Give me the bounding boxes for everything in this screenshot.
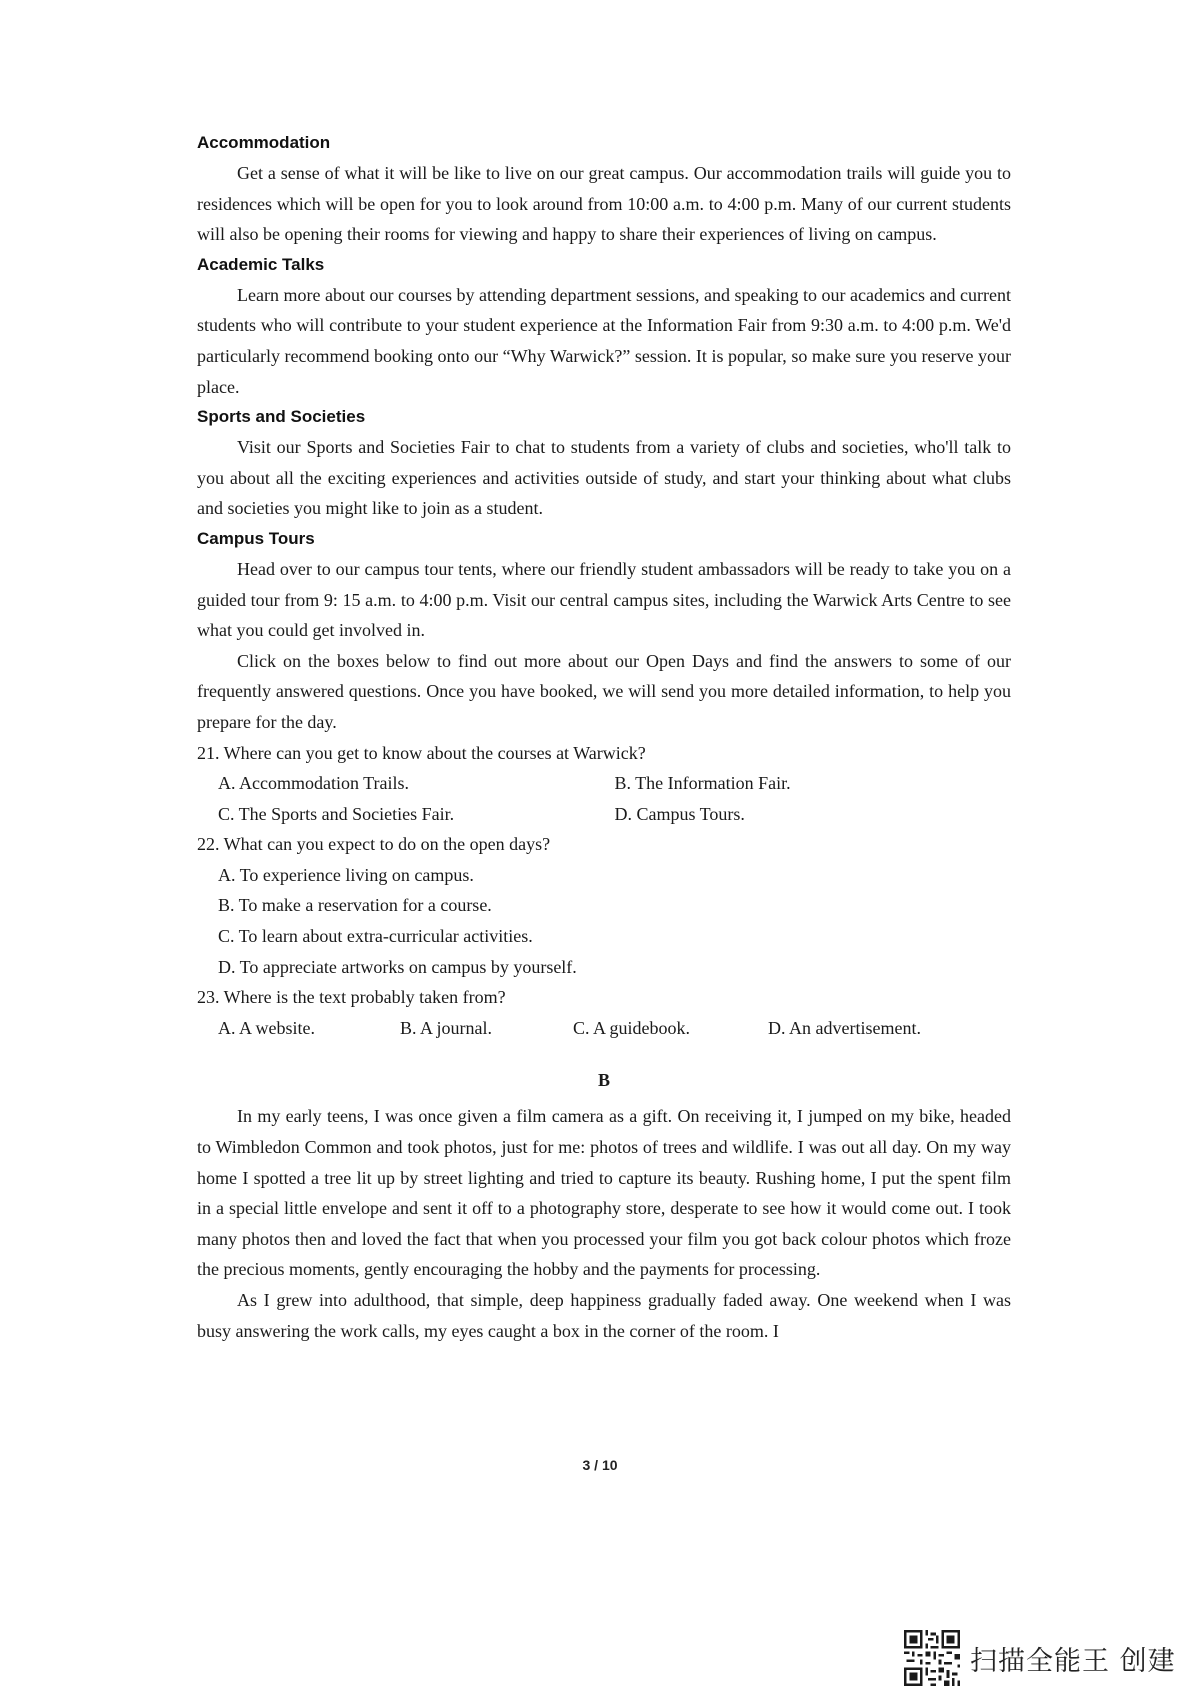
part-b-heading: B	[597, 1070, 610, 1091]
option-c: C. The Sports and Societies Fair.	[218, 803, 455, 824]
question-options	[197, 1013, 1011, 1044]
section-academic-talks	[197, 250, 1011, 402]
question-stem: 21. Where can you get to know about the courses at Warwick?	[197, 742, 646, 763]
scanner-stamp-text: 扫描全能王 创建	[970, 1645, 1176, 1677]
section-paragraph: Head over to our campus tour tents, where our friendly student ambassadors will be ready to take you on a guided tour from 9: 15 a.m. to 4:00 p.m. Visit our central campus sites, including the Warwick Arts Centre to see what you could get involved in.	[197, 558, 1011, 641]
question-stem: 23. Where is the text probably taken from?	[197, 987, 506, 1008]
page-number: 3 / 10	[582, 1457, 618, 1473]
section-heading: Sports and Societies	[197, 407, 366, 427]
option-c: C. A guidebook.	[573, 1017, 691, 1038]
closing-paragraph: Click on the boxes below to find out more about our Open Days and find the answers to some of our frequently answered questions. Once you have booked, we will send you more detailed information, to help you prepare for the day.	[197, 650, 1011, 732]
question-21	[197, 738, 1011, 830]
passage-paragraph: As I grew into adulthood, that simple, deep happiness gradually faded away. One weekend when I was busy answering the work calls, my eyes caught a box in the corner of the room. I	[197, 1290, 1011, 1341]
passage-paragraph: In my early teens, I was once given a film camera as a gift. On receiving it, I jumped on my bike, headed to Wimbledon Common and took photos, just for me: photos of trees and wildlife. I was out all day. On my way home I spotted a tree lit up by street lighting and tried to capture its beauty. Rushing home, I put the spent film in a special little envelope and sent it off to a photography store, desperate to see how it would come out. I took many photos then and loved the fact that when you processed your film you got back colour photos which froze the precious moments, gently encouraging the hobby and the payments for processing.	[197, 1106, 1011, 1280]
question-options	[197, 860, 1011, 982]
scanner-watermark	[904, 1630, 1176, 1686]
option-a: A. Accommodation Trails.	[218, 773, 410, 794]
section-campus-tours	[197, 524, 1011, 646]
option-b: B. The Information Fair.	[614, 773, 791, 794]
option-d: D. An advertisement.	[768, 1017, 921, 1038]
section-paragraph: Visit our Sports and Societies Fair to chat to students from a variety of clubs and societies, who'll talk to you about all the exciting experiences and activities outside of study, and start your thinking about what clubs and societies you might like to join as a student.	[197, 437, 1011, 519]
section-paragraph: Learn more about our courses by attending department sessions, and speaking to our academics and current students who will contribute to your student experience at the Information Fair from 9:30 a.m. to 4:00 p.m. We'd particularly recommend booking onto our “Why Warwick?” session. It is popular, so make sure you reserve your place.	[197, 284, 1011, 397]
section-heading: Campus Tours	[197, 528, 315, 548]
question-options	[197, 768, 1011, 829]
option-b: B. To make a reservation for a course.	[218, 895, 492, 916]
option-d: D. Campus Tours.	[614, 803, 745, 824]
section-heading: Academic Talks	[197, 254, 325, 274]
option-a: A. A website.	[218, 1017, 315, 1038]
section-sports-societies	[197, 402, 1011, 524]
section-accommodation	[197, 128, 1011, 250]
section-paragraph: Get a sense of what it will be like to live on our great campus. Our accommodation trails will guide you to residences which will be open for you to look around from 10:00 a.m. to 4:00 p.m. Many of our current students will also be opening their rooms for viewing and happy to share their experiences of living on campus.	[197, 163, 1011, 245]
question-stem: 22. What can you expect to do on the open days?	[197, 834, 551, 855]
option-c: C. To learn about extra-curricular activities.	[218, 926, 533, 947]
option-a: A. To experience living on campus.	[218, 864, 474, 885]
question-23	[197, 982, 1011, 1043]
qr-code-icon	[904, 1630, 960, 1686]
option-d: D. To appreciate artworks on campus by yourself.	[218, 956, 577, 977]
question-22	[197, 829, 1011, 982]
document-page	[197, 128, 1011, 1346]
option-b: B. A journal.	[400, 1017, 493, 1038]
section-heading: Accommodation	[197, 133, 331, 152]
